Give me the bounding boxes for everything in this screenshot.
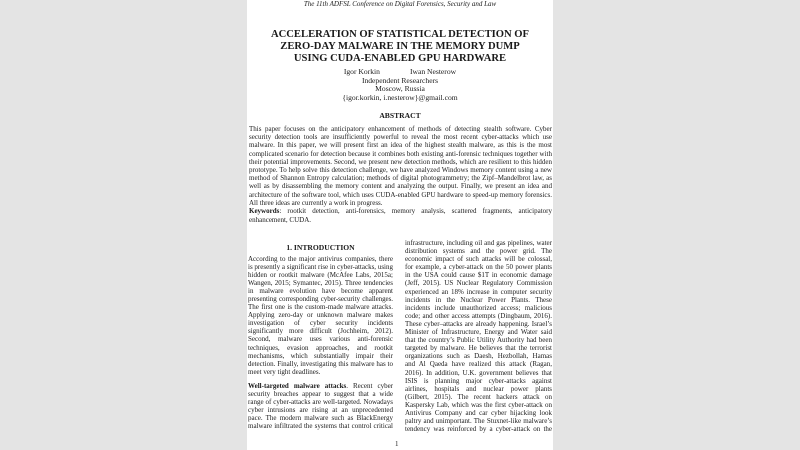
text-line: code; and other access attempts (Dingbaum, 2016).	[405, 311, 552, 320]
text-line: Second, malware uses various anti-forensic	[248, 335, 393, 344]
text-line: economic impact of such attacks will be colossal,	[405, 255, 552, 264]
text-line: This paper focuses on the anticipatory enhancement of methods of detecting stealth software. Cyber	[249, 125, 552, 133]
text-line: range of cyber-attacks are well-targeted. Nowadays	[248, 397, 393, 406]
text-line: complicated scenario for detection because it combines both existing anti-forensic techniques together with	[249, 149, 552, 158]
text-line: incidents in the Nuclear Power Plants. These	[405, 295, 552, 304]
section-heading: 1. INTRODUCTION	[286, 243, 355, 252]
page-number: 1	[395, 440, 399, 448]
author-block	[247, 68, 553, 103]
location: Moscow, Russia	[375, 84, 425, 94]
text-line: These cyber–attacks are already happening. Israel’s	[405, 319, 552, 328]
text-line: pace. The modern malware such as BlackEnergy	[248, 413, 393, 422]
text-line: investigation of cyber security incidents	[248, 319, 393, 328]
keywords-label: Keywords	[249, 207, 280, 215]
text-line: malware. In this paper, we will present first an idea of the highest stealth malware, as this is the most	[249, 141, 552, 150]
paper-title	[247, 29, 553, 64]
run-in-heading: Well-targeted malware attacks	[248, 381, 347, 390]
text-line: presenting corresponding cyber-security challenges.	[248, 295, 393, 304]
text-line: their potential improvements. Second, we present new detection methods, which are resilient to this hidden	[249, 157, 552, 166]
text-line: Wangen, 2015; Symantec, 2015). Three tendencies	[248, 279, 393, 288]
text-line: prototype. To help solve this detection challenge, we have analyzed Windows memory content using a new	[249, 166, 552, 175]
paragraph	[248, 255, 393, 376]
title-line: ZERO-DAY MALWARE IN THE MEMORY DUMP	[280, 40, 520, 52]
text-line: techniques, evasion approaches, and rootkit	[248, 343, 393, 352]
text-line: Applying zero-day or unknown malware makes	[248, 311, 393, 320]
text-line: in the USA could cause $1T in economic damage	[405, 271, 552, 280]
text-line: organizations such as Daesh, Hezbollah, Hamas	[405, 352, 552, 361]
text-line: All three ideas are currently a work in progress.	[249, 198, 383, 207]
keywords-text: enhancement, CUDA.	[249, 215, 312, 224]
right-column	[405, 239, 552, 433]
text-line: well as by disassembling the memory content and analyzing the output. Finally, we present an idea and	[249, 182, 552, 191]
text-line: ISIS is planning major cyber-attacks against	[405, 376, 552, 385]
text-line: Minister of Infrastructure, Energy and Water said	[405, 328, 552, 337]
left-column	[248, 255, 393, 430]
text-line: According to the major antivirus companies, there	[248, 255, 393, 263]
text-line: security detection tools are insufficiently powerful to reveal the most recent cyber-attacks which use	[249, 133, 552, 142]
text-line: hidden or rootkit malware (McAfee Labs, 2015a;	[248, 271, 393, 280]
author-name: Igor Korkin	[343, 67, 380, 76]
text-line: method of Shannon Entropy calculation; methods of digital photogrammetry; the Zipf–Mandelbrot law, as	[249, 174, 552, 183]
text-line: that the country’s Public Utility Authority had been	[405, 336, 552, 345]
text-line: detection. Finally, investigating this malware has to	[248, 359, 393, 368]
text-line: The first one is the custom-made malware attacks.	[248, 303, 393, 312]
text-line: Antivirus Company and car cyber hijacking look	[405, 408, 552, 417]
text-line: cyber intrusions are rising at an unprecedented	[248, 405, 393, 414]
affiliation: Independent Researchers	[361, 75, 439, 85]
text-line: experienced an 18% increase in computer security	[405, 287, 552, 296]
text-line: architecture of the software tool, which uses CUDA-enabled GPU hardware to speed-up memory forensics.	[249, 190, 552, 199]
text-line: paltry and unimportant. The Stuxnet-like malware’s	[405, 417, 552, 426]
author-name: Iwan Nesterow	[409, 67, 457, 76]
paper-page	[247, 0, 553, 450]
text-line: security breaches appear to suggest that a wide	[248, 389, 393, 398]
text-line: (Gilbert, 2015). The recent hackers attack on	[405, 392, 552, 401]
text-line: distribution systems and the power grid. The	[405, 247, 552, 256]
text-line: meet very tight deadlines.	[248, 367, 321, 376]
text-line: targeted by malware. He believes that the terrorist	[405, 344, 552, 353]
text-line: is presently a significant rise in cyber-attacks, using	[248, 263, 393, 272]
abstract-heading: ABSTRACT	[379, 111, 421, 120]
text-line: incidents include unauthorized access; malicious	[405, 303, 552, 312]
conference-header: The 11th ADFSL Conference on Digital Forensics, Security and Law	[303, 0, 497, 8]
paragraph	[248, 382, 393, 430]
text-line: in malware evolution have become apparent	[248, 287, 393, 296]
keywords-text: : rootkit detection, anti-forensics, memory analysis, scattered fragments, anticipatory	[279, 207, 552, 215]
text-line: Kaspersky Lab, which was the first cyber-attack on	[405, 400, 552, 409]
title-line: USING CUDA-ENABLED GPU HARDWARE	[293, 52, 507, 64]
text-line: and Al Qaeda have realized this attack (Ragan,	[405, 360, 552, 369]
title-line: ACCELERATION OF STATISTICAL DETECTION OF	[270, 29, 530, 40]
text-line: mechanisms, which substantially impair their	[248, 351, 393, 360]
text-line: 2016). In addition, U.K. government believes that	[405, 368, 552, 377]
email: {igor.korkin, i.nesterow}@gmail.com	[342, 93, 458, 103]
text-line: . Recent cyber	[346, 381, 394, 390]
text-line: infrastructure, including oil and gas pipelines, water	[405, 239, 552, 247]
text-line: airlines, hospitals and nuclear power plants	[405, 384, 552, 393]
text-line: significantly more difficult (Jochheim, 2012).	[248, 327, 393, 336]
text-line: malware infiltrated the systems that control critical	[248, 421, 393, 430]
abstract-text	[249, 125, 552, 207]
text-line: tendency was reinforced by a cyber-attack on the	[405, 425, 552, 434]
keywords	[249, 207, 552, 224]
text-line: (Jeff, 2015). US Nuclear Regulatory Commission	[405, 279, 552, 288]
text-line: for example, a cyber-attack on the 50 power plants	[405, 263, 552, 272]
